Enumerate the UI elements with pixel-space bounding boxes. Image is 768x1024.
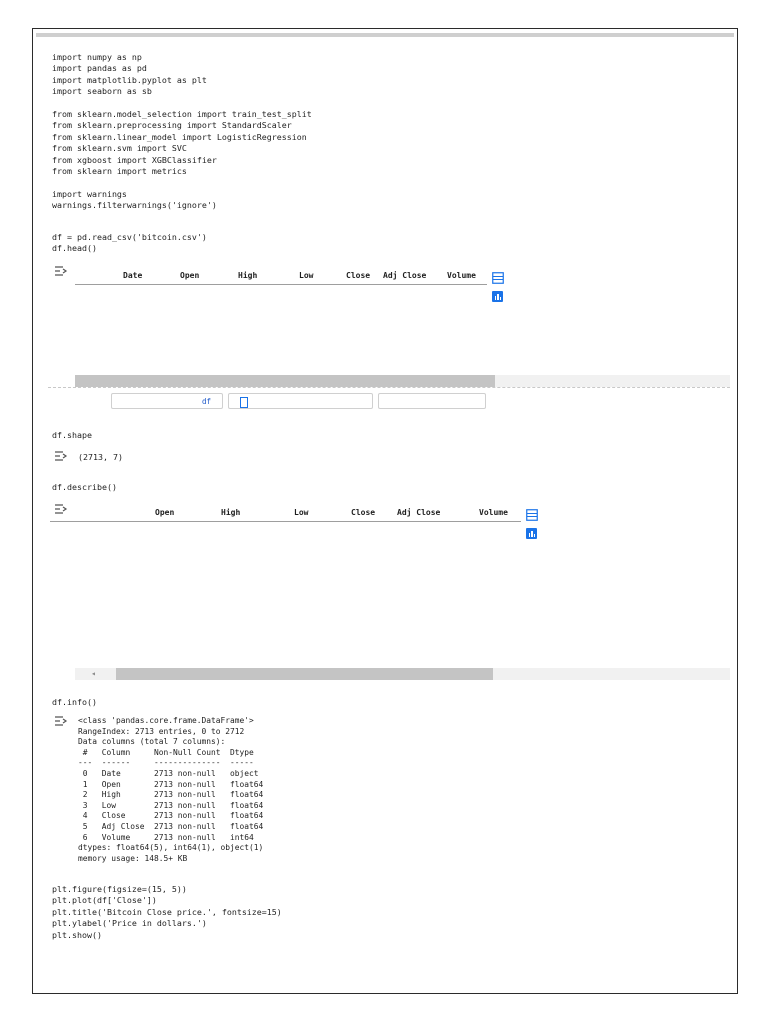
- column-header[interactable]: High: [221, 508, 241, 517]
- table-view-icon[interactable]: [526, 506, 538, 518]
- column-header[interactable]: Low: [294, 508, 309, 517]
- chart-suggest-icon[interactable]: [526, 528, 537, 539]
- column-header[interactable]: Open: [155, 508, 175, 517]
- table-header-divider: [50, 521, 521, 522]
- input-field[interactable]: [378, 393, 486, 409]
- column-header[interactable]: Low: [299, 271, 314, 280]
- table-view-icon[interactable]: [492, 269, 504, 281]
- code-cell-info[interactable]: df.info(): [52, 697, 97, 707]
- code-cell-describe[interactable]: df.describe(): [52, 482, 117, 492]
- code-cell-read-csv[interactable]: df = pd.read_csv('bitcoin.csv') df.head(): [52, 232, 207, 254]
- code-cell-imports[interactable]: import numpy as np import pandas as pd import matplotlib.pyplot as plt import seaborn as sb from sklearn.model_selection import train_test_split from sklearn.preprocessing import StandardScaler from sklearn.linear_model import LogisticRegression from sklearn.svm import SVC from xgboost import XGBClassifier from sklearn import metrics import warnings warnings.filterwarnings('ignore'): [52, 52, 312, 211]
- info-output: <class 'pandas.core.frame.DataFrame'> RangeIndex: 2713 entries, 0 to 2712 Data columns (total 7 columns): # Column Non-Null Count Dtype --- ------ -------------- ----- 0 Date 2713 non-null object 1 Open 2713 non-null float64 2 High 2713 non-null float64 3 Low 2713 non-null float64 4 Close 2713 non-null float64 5 Adj Close 2713 non-null float64 6 Volume 2713 non-null int64 dtypes: float64(5), int64(1), object(1) memory usage: 148.5+ KB: [78, 716, 264, 863]
- column-header[interactable]: Date: [123, 271, 143, 280]
- scrollbar-thumb[interactable]: [75, 375, 495, 387]
- cursor-icon: [240, 397, 248, 408]
- column-header[interactable]: Close: [351, 508, 376, 517]
- output-toggle-icon[interactable]: [54, 715, 68, 727]
- input-field[interactable]: [228, 393, 373, 409]
- output-toggle-icon[interactable]: [54, 503, 68, 515]
- variable-chip-label: df: [202, 397, 212, 406]
- column-header[interactable]: Volume: [479, 508, 508, 517]
- output-toggle-icon[interactable]: [54, 450, 68, 462]
- code-cell-plot[interactable]: plt.figure(figsize=(15, 5)) plt.plot(df['Close']) plt.title('Bitcoin Close price.', fontsize=15) plt.ylabel('Price in dollars.') plt.show(): [52, 884, 282, 940]
- top-scroll-bar[interactable]: [36, 33, 734, 37]
- column-header[interactable]: Adj Close: [397, 508, 441, 517]
- scroll-left-icon[interactable]: ◂: [91, 669, 96, 678]
- column-header[interactable]: High: [238, 271, 258, 280]
- column-header[interactable]: Close: [346, 271, 371, 280]
- chart-suggest-icon[interactable]: [492, 291, 503, 302]
- column-header[interactable]: Adj Close: [383, 271, 427, 280]
- output-divider: [48, 387, 730, 388]
- column-header[interactable]: Volume: [447, 271, 476, 280]
- scrollbar-thumb[interactable]: [116, 668, 493, 680]
- column-header[interactable]: Open: [180, 271, 200, 280]
- shape-output: (2713, 7): [78, 452, 123, 462]
- output-toggle-icon[interactable]: [54, 265, 68, 277]
- table-header-divider: [75, 284, 487, 285]
- code-cell-shape[interactable]: df.shape: [52, 430, 92, 440]
